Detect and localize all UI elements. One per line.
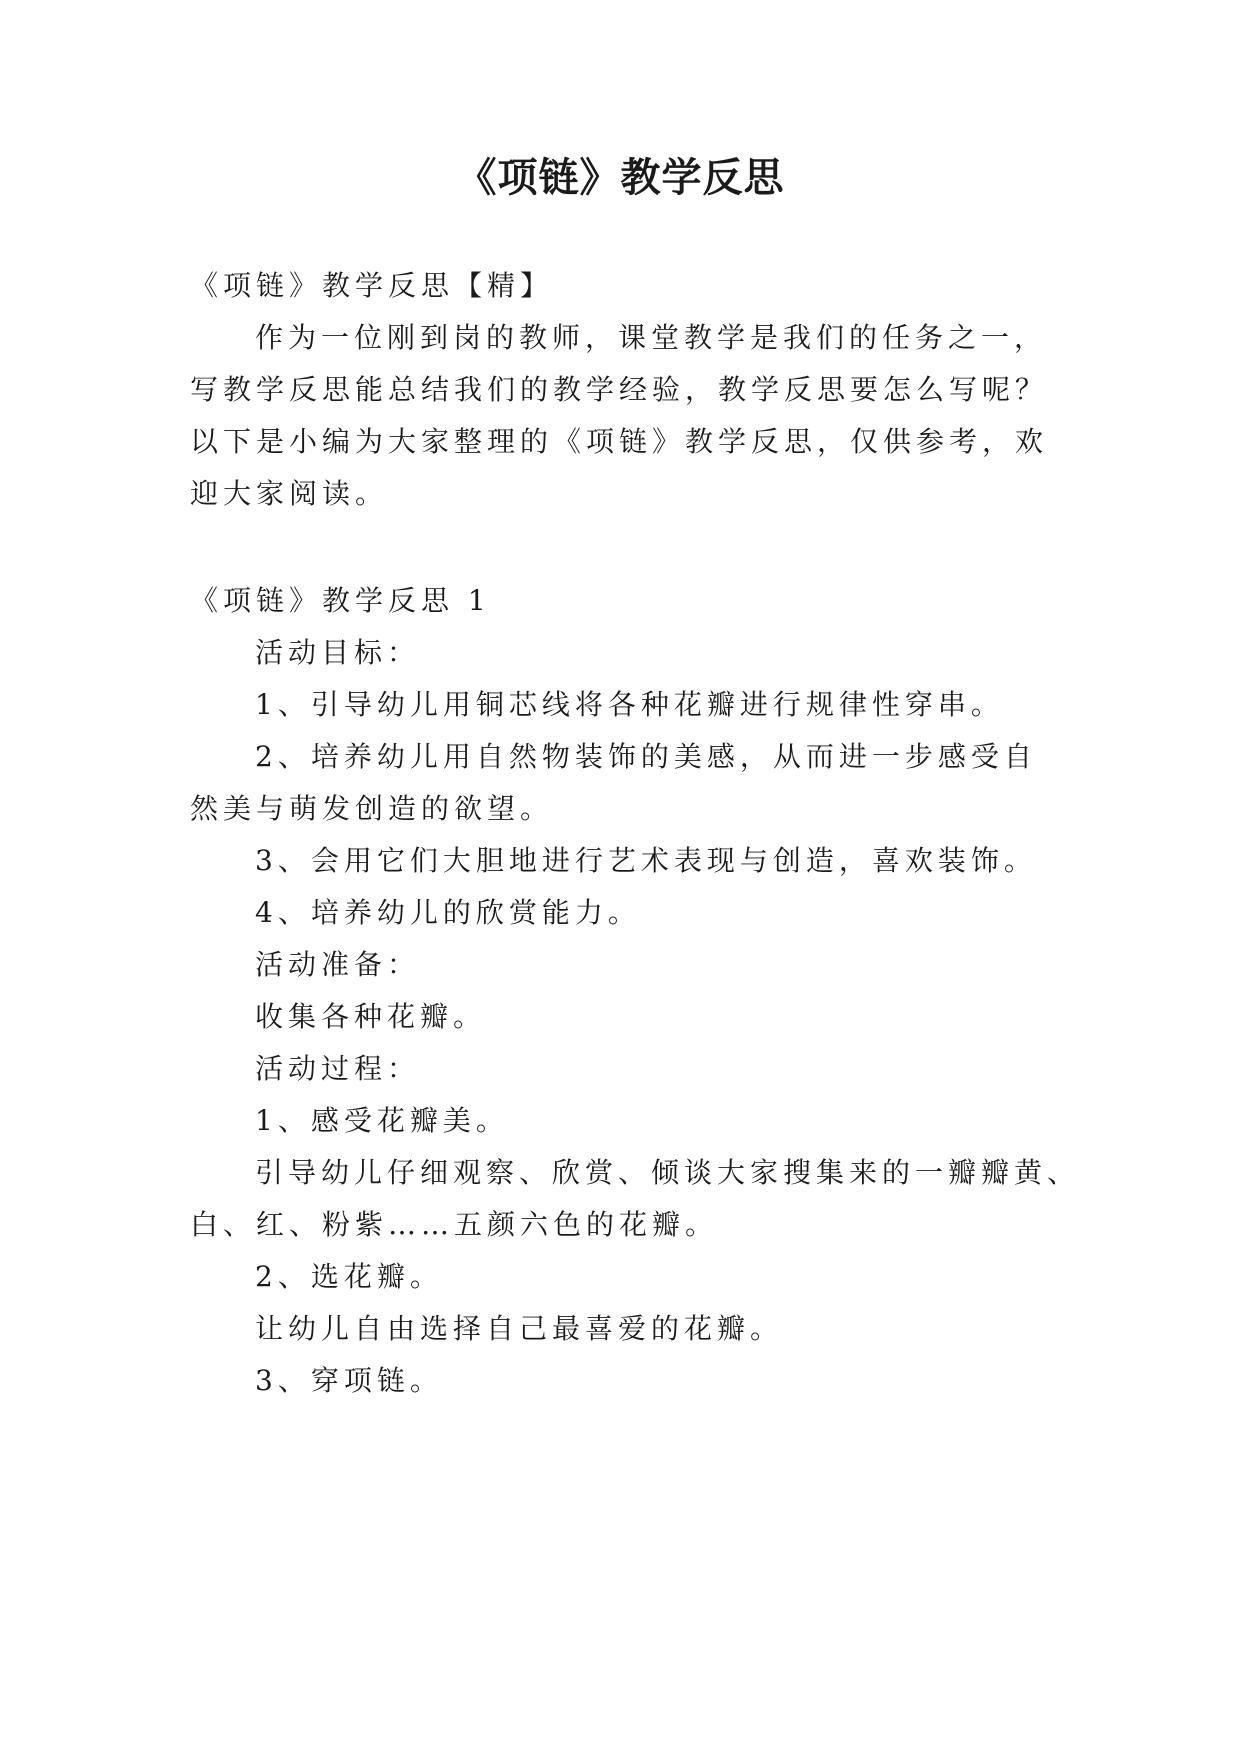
document-title: 《项链》教学反思 bbox=[456, 155, 785, 201]
goals-label: 活动目标： bbox=[255, 636, 421, 669]
intro-line: 作为一位刚到岗的教师，课堂教学是我们的任务之一， bbox=[255, 321, 1048, 354]
process-text: 让幼儿自由选择自己最喜爱的花瓣。 bbox=[255, 1312, 784, 1345]
goal-item: 3、会用它们大胆地进行艺术表现与创造，喜欢装饰。 bbox=[255, 844, 1037, 877]
intro-line: 写教学反思能总结我们的教学经验，教学反思要怎么写呢？ bbox=[190, 373, 1049, 406]
process-label: 活动过程： bbox=[255, 1052, 421, 1085]
process-text-continued: 白、红、粉紫……五颜六色的花瓣。 bbox=[190, 1208, 719, 1241]
process-step: 2、选花瓣。 bbox=[255, 1260, 443, 1293]
prep-label: 活动准备： bbox=[255, 948, 421, 981]
goal-item: 1、引导幼儿用铜芯线将各种花瓣进行规律性穿串。 bbox=[255, 688, 1004, 721]
section-title: 《项链》教学反思 1 bbox=[190, 584, 491, 617]
intro-line: 迎大家阅读。 bbox=[190, 477, 389, 510]
process-step: 3、穿项链。 bbox=[255, 1364, 443, 1397]
process-step: 1、感受花瓣美。 bbox=[255, 1104, 509, 1137]
intro-line: 以下是小编为大家整理的《项链》教学反思，仅供参考，欢 bbox=[190, 425, 1049, 458]
process-text: 引导幼儿仔细观察、欣赏、倾谈大家搜集来的一瓣瓣黄、 bbox=[255, 1156, 1081, 1189]
goal-item: 2、培养幼儿用自然物装饰的美感，从而进一步感受自 bbox=[255, 740, 1037, 773]
goal-item-continued: 然美与萌发创造的欲望。 bbox=[190, 792, 554, 825]
document-heading: 《项链》教学反思【精】 bbox=[190, 269, 554, 302]
goal-item: 4、培养幼儿的欣赏能力。 bbox=[255, 896, 641, 929]
prep-text: 收集各种花瓣。 bbox=[255, 1000, 487, 1033]
